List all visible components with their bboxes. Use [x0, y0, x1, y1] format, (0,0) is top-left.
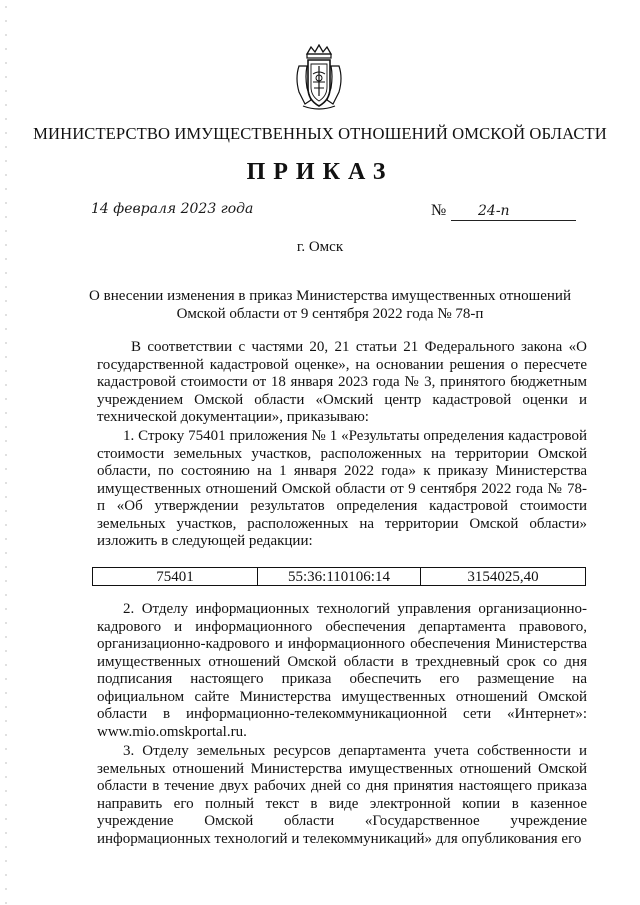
coat-of-arms-icon	[293, 44, 345, 112]
item-2-text: 2. Отделу информационных технологий управления организационно-кадрового и информационного обеспечения департамента правового, организационно-кадрового и информационного обеспечения Министерства имущественных отношений Омской области в трехдневный срок со дня подписания настоящего приказа обеспечить его размещение на официальном сайте Министерства имущественных отношений Омской области в информационно-телекоммуникационной сети «Интернет»: www.mio.omskportal.ru.	[97, 601, 587, 740]
item-1-text: 1. Строку 75401 приложения № 1 «Результаты определения кадастровой стоимости земельных участков, расположенных на территории Омской области, по состоянию на 1 января 2022 года» к приказу Министерства имущественных отношений Омской области от 9 сентября 2022 года № 78-п «Об утверждении результатов определения кадастровой стоимости земельных участков, расположенных на территории Омской области» изложить в следующей редакции:	[97, 428, 587, 549]
number-label: №	[431, 202, 447, 219]
document-type-title: ПРИКАЗ	[246, 159, 394, 185]
order-subject: О внесении изменения в приказ Министерства имущественных отношений Омской области от 9 сентября 2022 года № 78-п	[89, 288, 571, 323]
cadastral-table	[92, 567, 586, 586]
preamble-paragraph	[97, 339, 587, 427]
preamble-text: В соответствии с частями 20, 21 статьи 21 Федерального закона «О государственной кадастровой оценке», на основании решения о пересчете кадастровой стоимости от 18 января 2023 года № 3, принятого бюджетным учреждением Омской области «Омский центр кадастровой оценки и технической документации», приказываю:	[97, 339, 587, 425]
table-cell-cadastral-value: 3154025,40	[421, 568, 586, 586]
ministry-title: МИНИСТЕРСТВО ИМУЩЕСТВЕННЫХ ОТНОШЕНИЙ ОМСКОЙ ОБЛАСТИ	[33, 124, 607, 143]
table-cell-row-number: 75401	[93, 568, 258, 586]
item-3-paragraph	[97, 743, 587, 848]
table-cell-cadastral-number: 55:36:110106:14	[258, 568, 421, 586]
item-3-text: 3. Отделу земельных ресурсов департамента учета собственности и земельных отношений Министерства имущественных отношений Омской области в течение двух рабочих дней со дня принятия настоящего приказа направить его полный текст в виде электронной копии в казенное учреждение Омской области «Государственное учреждение информационных технологий и телекоммуникаций» для опубликования его	[97, 743, 587, 847]
item-1-paragraph	[97, 428, 587, 551]
item-2-paragraph	[97, 601, 587, 741]
date-handwritten: 14 февраля 2023 года	[91, 201, 254, 217]
number-underline	[451, 220, 576, 221]
number-handwritten: 24-п	[478, 203, 510, 219]
table-row	[93, 568, 586, 586]
city-label: г. Омск	[296, 239, 344, 255]
